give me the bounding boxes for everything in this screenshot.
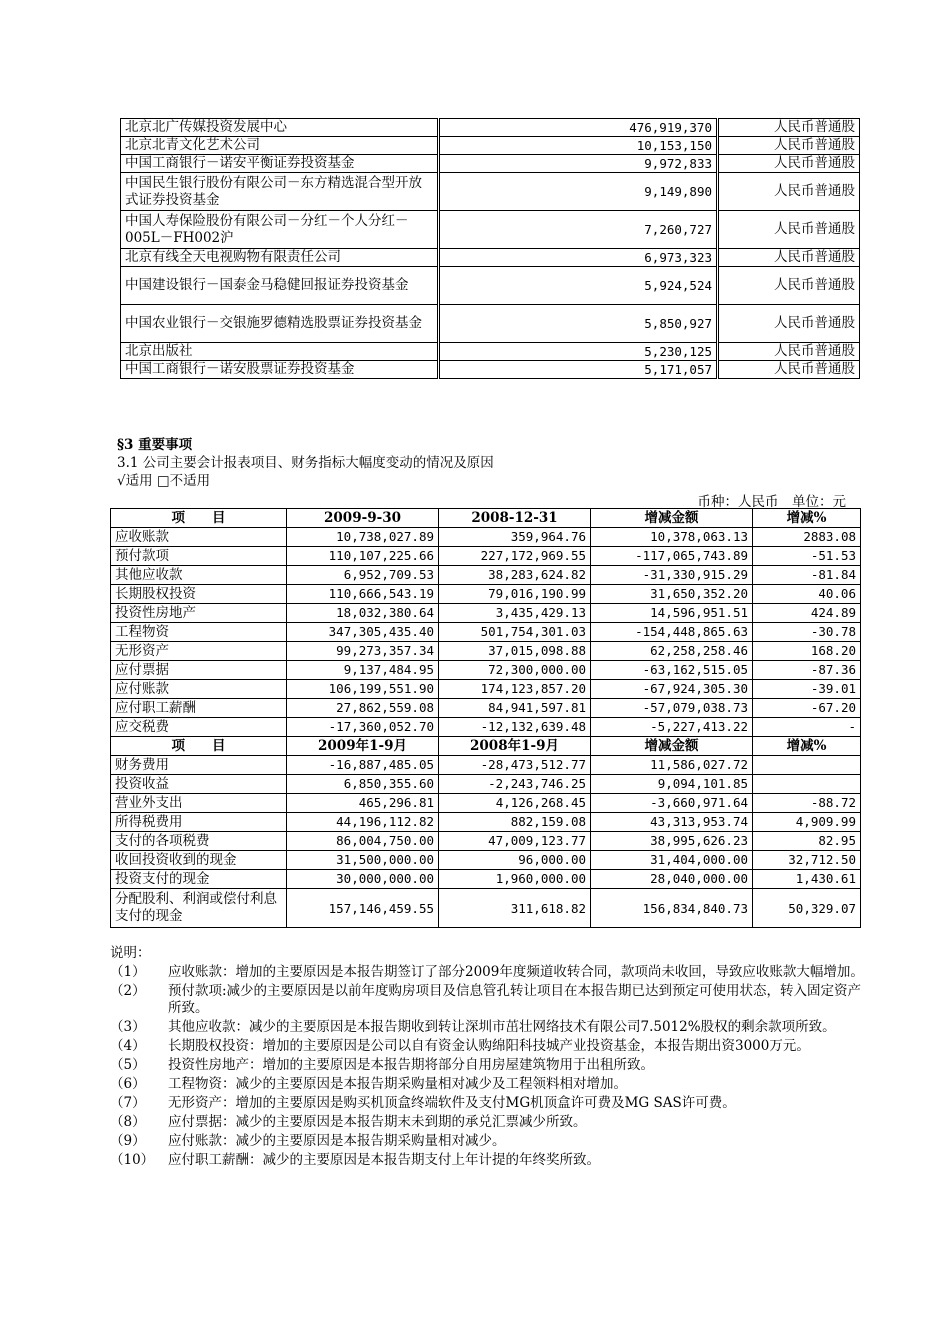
note-text: 应收账款：增加的主要原因是本报告期签订了部分2009年度频道收转合同，款项尚未收回，导致应收账款大幅增加。: [168, 964, 864, 980]
shareholder-shares: 10,153,150: [439, 137, 718, 155]
note-index: （6）: [110, 1076, 146, 1092]
cell-value: -154,448,865.63: [591, 623, 753, 642]
row-label: 预付款项: [111, 547, 287, 566]
shareholder-shares: 5,850,927: [439, 305, 718, 343]
cell-value: -81.84: [753, 566, 861, 585]
shareholder-row: [121, 173, 860, 211]
share-type: 人民币普通股: [718, 155, 860, 173]
cell-value: 9,094,101.85: [591, 775, 753, 794]
column-header: 增减%: [753, 509, 861, 528]
shareholder-row: [121, 155, 860, 173]
share-type: 人民币普通股: [718, 211, 860, 249]
shareholder-name: 北京北青文化艺术公司: [121, 137, 439, 155]
cell-value: 10,738,027.89: [287, 528, 439, 547]
share-type: 人民币普通股: [718, 137, 860, 155]
table-row: [111, 870, 861, 889]
column-header: 项 目: [111, 509, 287, 528]
cell-value: 38,283,624.82: [439, 566, 591, 585]
row-label: 工程物资: [111, 623, 287, 642]
cell-value: -39.01: [753, 680, 861, 699]
row-label: 应交税费: [111, 718, 287, 737]
cell-value: -30.78: [753, 623, 861, 642]
note-index: （10）: [110, 1152, 155, 1168]
shareholder-row: [121, 305, 860, 343]
cell-value: 501,754,301.03: [439, 623, 591, 642]
row-label: 所得税费用: [111, 813, 287, 832]
cell-value: 1,430.61: [753, 870, 861, 889]
cell-value: -5,227,413.22: [591, 718, 753, 737]
shareholder-shares: 9,149,890: [439, 173, 718, 211]
notes-heading: 说明：: [110, 945, 151, 961]
note-item: [110, 1076, 870, 1093]
table-row: [111, 680, 861, 699]
table-row: [111, 775, 861, 794]
cell-value: 359,964.76: [439, 528, 591, 547]
cell-value: -12,132,639.48: [439, 718, 591, 737]
table-row: [111, 566, 861, 585]
row-label: 支付的各项税费: [111, 832, 287, 851]
cell-value: 10,378,063.13: [591, 528, 753, 547]
share-type: 人民币普通股: [718, 267, 860, 305]
column-header: 2008-12-31: [439, 509, 591, 528]
cell-value: 99,273,357.34: [287, 642, 439, 661]
cell-value: 47,009,123.77: [439, 832, 591, 851]
cell-value: 31,404,000.00: [591, 851, 753, 870]
shareholder-shares: 7,260,727: [439, 211, 718, 249]
shareholder-name: 北京北广传媒投资发展中心: [121, 119, 439, 137]
shareholder-shares: 5,924,524: [439, 267, 718, 305]
note-index: （3）: [110, 1019, 146, 1035]
table-row: [111, 699, 861, 718]
note-index: （9）: [110, 1133, 146, 1149]
cell-value: 3,435,429.13: [439, 604, 591, 623]
cell-value: -28,473,512.77: [439, 756, 591, 775]
column-header: 2008年1-9月: [439, 737, 591, 756]
shareholder-name: 中国农业银行－交银施罗德精选股票证券投资基金: [121, 305, 439, 343]
shareholder-name: 中国建设银行－国泰金马稳健回报证券投资基金: [121, 267, 439, 305]
note-text: 无形资产：增加的主要原因是购买机顶盒终端软件及支付MG机顶盒许可费及MG SAS许可费。: [168, 1095, 736, 1111]
note-item: [110, 1038, 870, 1055]
cell-value: 168.20: [753, 642, 861, 661]
cell-value: -16,887,485.05: [287, 756, 439, 775]
cell-value: 43,313,953.74: [591, 813, 753, 832]
note-index: （8）: [110, 1114, 146, 1130]
note-item: [110, 964, 870, 981]
row-label: 投资性房地产: [111, 604, 287, 623]
shareholder-shares: 5,230,125: [439, 343, 718, 361]
table-row: [111, 832, 861, 851]
cell-value: [753, 756, 861, 775]
cell-value: 1,960,000.00: [439, 870, 591, 889]
table-row: [111, 851, 861, 870]
cell-value: 72,300,000.00: [439, 661, 591, 680]
cell-value: 4,909.99: [753, 813, 861, 832]
table-row: [111, 718, 861, 737]
table-row: [111, 585, 861, 604]
shareholder-row: [121, 137, 860, 155]
shareholder-shares: 476,919,370: [439, 119, 718, 137]
note-item: [110, 1095, 870, 1112]
table-row: [111, 528, 861, 547]
note-item: [110, 1019, 870, 1036]
note-item: [110, 983, 870, 1017]
applicability-note: √适用 □不适用: [117, 473, 211, 489]
table-row: [111, 547, 861, 566]
cell-value: 14,596,951.51: [591, 604, 753, 623]
note-text: 应付票据：减少的主要原因是本报告期末未到期的承兑汇票减少所致。: [168, 1114, 587, 1130]
row-label: 无形资产: [111, 642, 287, 661]
cell-value: 424.89: [753, 604, 861, 623]
cell-value: -17,360,052.70: [287, 718, 439, 737]
cell-value: -3,660,971.64: [591, 794, 753, 813]
column-header: 增减金额: [591, 509, 753, 528]
cell-value: 227,172,969.55: [439, 547, 591, 566]
notes-section: [110, 945, 870, 1171]
cell-value: 11,586,027.72: [591, 756, 753, 775]
note-index: （7）: [110, 1095, 146, 1111]
cell-value: -63,162,515.05: [591, 661, 753, 680]
shareholder-shares: 6,973,323: [439, 249, 718, 267]
shareholder-row: [121, 249, 860, 267]
share-type: 人民币普通股: [718, 343, 860, 361]
note-index: （2）: [110, 983, 146, 999]
column-header: 2009年1-9月: [287, 737, 439, 756]
table-row: [111, 661, 861, 680]
cell-value: [753, 775, 861, 794]
note-text: 预付款项:减少的主要原因是以前年度购房项目及信息管孔转让项目在本报告期已达到预定可使用状态，转入固定资产所致。: [168, 983, 862, 1016]
row-label: 应付票据: [111, 661, 287, 680]
shareholder-shares: 9,972,833: [439, 155, 718, 173]
note-text: 其他应收款：减少的主要原因是本报告期收到转让深圳市茁壮网络技术有限公司7.5012%股权的剩余款项所致。: [168, 1019, 836, 1035]
cell-value: 32,712.50: [753, 851, 861, 870]
note-text: 长期股权投资：增加的主要原因是公司以自有资金认购绵阳科技城产业投资基金，本报告期出资3000万元。: [168, 1038, 810, 1054]
row-label: 长期股权投资: [111, 585, 287, 604]
cell-value: 86,004,750.00: [287, 832, 439, 851]
cell-value: 79,016,190.99: [439, 585, 591, 604]
cell-value: 38,995,626.23: [591, 832, 753, 851]
table-row: [111, 756, 861, 775]
shareholder-row: [121, 361, 860, 379]
row-label: 投资收益: [111, 775, 287, 794]
row-label: 应付职工薪酬: [111, 699, 287, 718]
section-title: §3 重要事项: [117, 437, 193, 453]
row-label: 投资支付的现金: [111, 870, 287, 889]
share-type: 人民币普通股: [718, 305, 860, 343]
change-table: [110, 508, 861, 928]
cell-value: 40.06: [753, 585, 861, 604]
shareholder-name: 中国工商银行－诺安平衡证券投资基金: [121, 155, 439, 173]
shareholder-name: 中国民生银行股份有限公司－东方精选混合型开放式证券投资基金: [121, 173, 439, 211]
cell-value: 82.95: [753, 832, 861, 851]
shareholder-row: [121, 267, 860, 305]
column-header: 2009-9-30: [287, 509, 439, 528]
row-label: 财务费用: [111, 756, 287, 775]
cell-value: 347,305,435.40: [287, 623, 439, 642]
row-label: 应付账款: [111, 680, 287, 699]
note-text: 应付职工薪酬：减少的主要原因是本报告期支付上年计提的年终奖所致。: [168, 1152, 600, 1168]
cell-value: 18,032,380.64: [287, 604, 439, 623]
shareholder-name: 北京出版社: [121, 343, 439, 361]
cell-value: 62,258,258.46: [591, 642, 753, 661]
table-row: [111, 642, 861, 661]
cell-value: 27,862,559.08: [287, 699, 439, 718]
share-type: 人民币普通股: [718, 361, 860, 379]
note-item: [110, 1114, 870, 1131]
shareholder-shares: 5,171,057: [439, 361, 718, 379]
share-type: 人民币普通股: [718, 249, 860, 267]
note-text: 投资性房地产：增加的主要原因是本报告期将部分自用房屋建筑物用于出租所致。: [168, 1057, 654, 1073]
cell-value: 84,941,597.81: [439, 699, 591, 718]
cell-value: 30,000,000.00: [287, 870, 439, 889]
table-header-row: [111, 737, 861, 756]
cell-value: 37,015,098.88: [439, 642, 591, 661]
shareholder-row: [121, 211, 860, 249]
cell-value: 106,199,551.90: [287, 680, 439, 699]
cell-value: 174,123,857.20: [439, 680, 591, 699]
cell-value: -88.72: [753, 794, 861, 813]
cell-value: -: [753, 718, 861, 737]
shareholder-row: [121, 119, 860, 137]
cell-value: -67.20: [753, 699, 861, 718]
cell-value: -2,243,746.25: [439, 775, 591, 794]
share-type: 人民币普通股: [718, 119, 860, 137]
note-item: [110, 1133, 870, 1150]
table-header-row: [111, 509, 861, 528]
column-header: 项 目: [111, 737, 287, 756]
cell-value: -117,065,743.89: [591, 547, 753, 566]
row-label: 其他应收款: [111, 566, 287, 585]
cell-value: -57,079,038.73: [591, 699, 753, 718]
cell-value: 110,666,543.19: [287, 585, 439, 604]
cell-value: -31,330,915.29: [591, 566, 753, 585]
note-index: （1）: [110, 964, 146, 980]
column-header: 增减金额: [591, 737, 753, 756]
row-label: 分配股利、利润或偿付利息支付的现金: [111, 889, 287, 928]
note-item: [110, 1152, 870, 1169]
table-row: [111, 794, 861, 813]
cell-value: 31,500,000.00: [287, 851, 439, 870]
shareholder-table: [120, 118, 860, 379]
shareholder-name: 中国工商银行－诺安股票证券投资基金: [121, 361, 439, 379]
table-row: [111, 604, 861, 623]
cell-value: 6,850,355.60: [287, 775, 439, 794]
cell-value: 9,137,484.95: [287, 661, 439, 680]
cell-value: 4,126,268.45: [439, 794, 591, 813]
cell-value: -87.36: [753, 661, 861, 680]
cell-value: 311,618.82: [439, 889, 591, 928]
row-label: 营业外支出: [111, 794, 287, 813]
shareholder-name: 北京有线全天电视购物有限责任公司: [121, 249, 439, 267]
shareholder-row: [121, 343, 860, 361]
cell-value: -51.53: [753, 547, 861, 566]
cell-value: 6,952,709.53: [287, 566, 439, 585]
cell-value: -67,924,305.30: [591, 680, 753, 699]
row-label: 收回投资收到的现金: [111, 851, 287, 870]
cell-value: 96,000.00: [439, 851, 591, 870]
note-index: （5）: [110, 1057, 146, 1073]
row-label: 应收账款: [111, 528, 287, 547]
table-row: [111, 889, 861, 928]
cell-value: 28,040,000.00: [591, 870, 753, 889]
cell-value: 465,296.81: [287, 794, 439, 813]
note-text: 应付账款：减少的主要原因是本报告期采购量相对减少。: [168, 1133, 506, 1149]
cell-value: 50,329.07: [753, 889, 861, 928]
column-header: 增减%: [753, 737, 861, 756]
cell-value: 2883.08: [753, 528, 861, 547]
currency-unit: 币种：人民币 单位：元: [697, 494, 846, 510]
cell-value: 882,159.08: [439, 813, 591, 832]
table-row: [111, 623, 861, 642]
table-row: [111, 813, 861, 832]
cell-value: 31,650,352.20: [591, 585, 753, 604]
cell-value: 44,196,112.82: [287, 813, 439, 832]
note-text: 工程物资：减少的主要原因是本报告期采购量相对减少及工程领料相对增加。: [168, 1076, 627, 1092]
cell-value: 156,834,840.73: [591, 889, 753, 928]
note-index: （4）: [110, 1038, 146, 1054]
note-item: [110, 1057, 870, 1074]
share-type: 人民币普通股: [718, 173, 860, 211]
section-subtitle: 3.1 公司主要会计报表项目、财务指标大幅度变动的情况及原因: [117, 455, 494, 471]
cell-value: 110,107,225.66: [287, 547, 439, 566]
cell-value: 157,146,459.55: [287, 889, 439, 928]
shareholder-name: 中国人寿保险股份有限公司－分红－个人分红－005L－FH002沪: [121, 211, 439, 249]
